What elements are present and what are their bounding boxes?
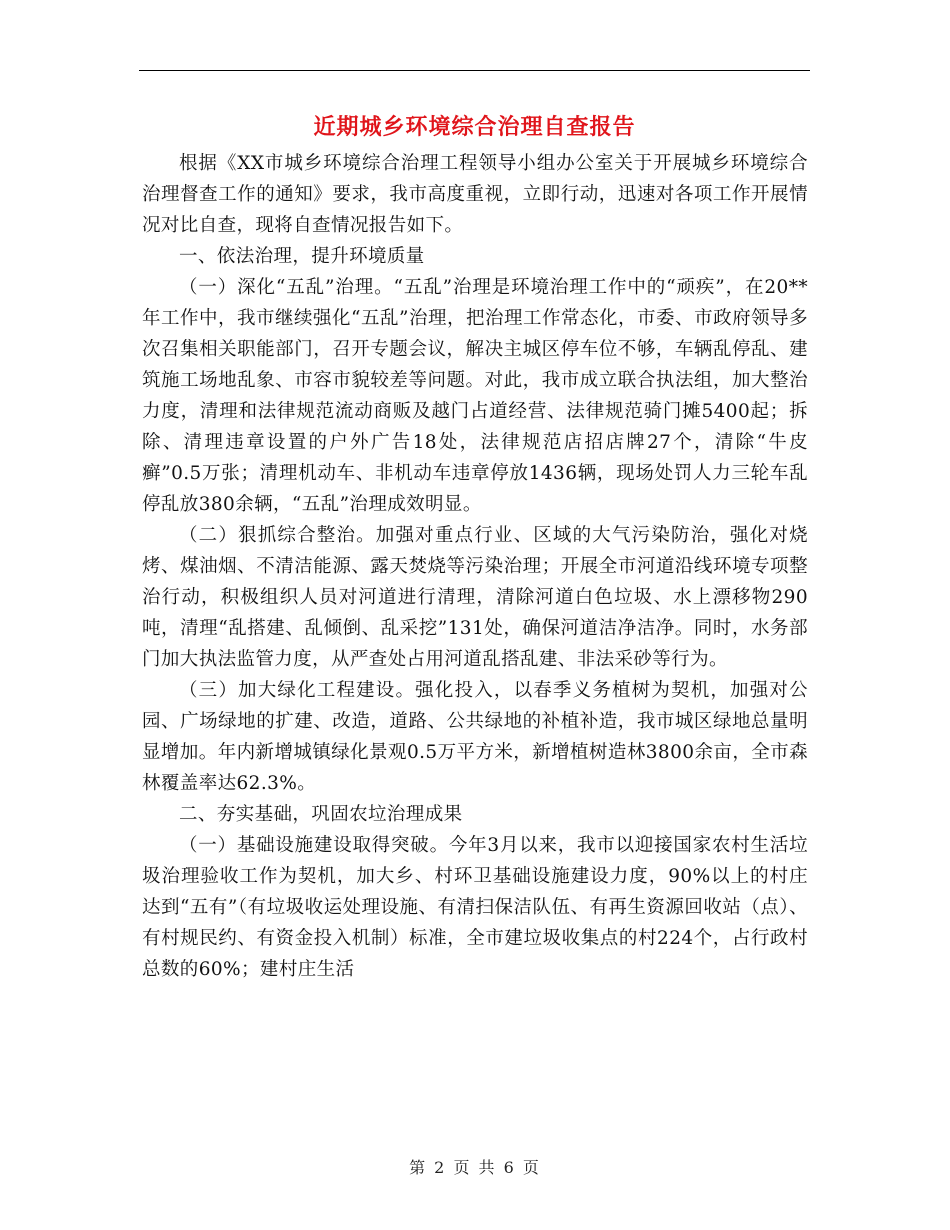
section-heading-2: 二、夯实基础，巩固农垃治理成果 <box>179 804 463 825</box>
page-footer: 第 2 页 共 6 页 <box>409 1158 541 1177</box>
paragraph-1-3: （三）加大绿化工程建设。强化投入，以春季义务植树为契机，加强对公园、广场绿地的扩建、改造，道路、公共绿地的补植补造，我市城区绿地总量明显增加。年内新增城镇绿化景观0.5万平方米，新增植树造林3800余亩，全市森林覆盖率达62.3%。 <box>142 680 808 794</box>
paragraph-2-1: （一）基础设施建设取得突破。今年3月以来，我市以迎接国家农村生活垃圾治理验收工作为契机，加大乡、村环卫基础设施建设力度，90%以上的村庄达到“五有”（有垃圾收运处理设施、有清扫保洁队伍、有再生资源回收站（点）、有村规民约、有资金投入机制）标准，全市建垃圾收集点的村224个，占行政村总数的60%；建村庄生活 <box>142 835 808 980</box>
paragraph-intro: 根据《XX市城乡环境综合治理工程领导小组办公室关于开展城乡环境综合治理督查工作的通知》要求，我市高度重视，立即行动，迅速对各项工作开展情况对比自查，现将自查情况报告如下。 <box>142 153 808 236</box>
section-heading-1: 一、依法治理，提升环境质量 <box>179 246 425 267</box>
paragraph-1-1: （一）深化“五乱”治理。“五乱”治理是环境治理工作中的“顽疾”，在20**年工作中，我市继续强化“五乱”治理，把治理工作常态化，市委、市政府领导多次召集相关职能部门，召开专题会议，解决主城区停车位不够，车辆乱停乱、建筑施工场地乱象、市容市貌较差等问题。对此，我市成立联合执法组，加大整治力度，清理和法律规范流动商贩及越门占道经营、法律规范骑门摊5400起；拆除、清理违章设置的户外广告18处，法律规范店招店牌27个，清除“牛皮癣”0.5万张；清理机动车、非机动车违章停放1436辆，现场处罚人力三轮车乱停乱放380余辆，“五乱”治理成效明显。 <box>142 277 808 515</box>
header-rule <box>139 70 810 71</box>
document-body <box>142 148 808 985</box>
paragraph-1-2: （二）狠抓综合整治。加强对重点行业、区域的大气污染防治，强化对烧烤、煤油烟、不清洁能源、露天焚烧等污染治理；开展全市河道沿线环境专项整治行动，积极组织人员对河道进行清理，清除河道白色垃圾、水上漂移物290吨，清理“乱搭建、乱倾倒、乱采挖”131处，确保河道洁净洁净。同时，水务部门加大执法监管力度，从严查处占用河道乱搭乱建、非法采砂等行为。 <box>142 525 808 670</box>
document-title: 近期城乡环境综合治理自查报告 <box>313 114 636 140</box>
